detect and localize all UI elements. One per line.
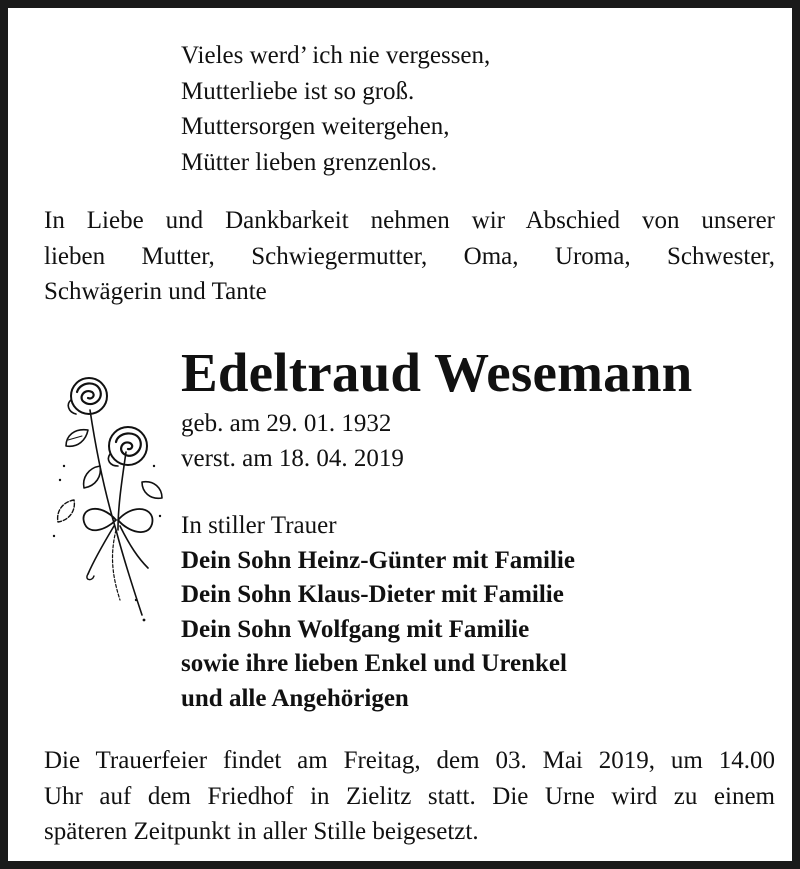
life-dates [181, 406, 681, 476]
death-date: verst. am 18. 04. 2019 [181, 445, 404, 472]
mourner-line: Dein Sohn Wolfgang mit Familie [181, 615, 530, 643]
mourner-line: Dein Sohn Heinz-Günter mit Familie [181, 546, 575, 574]
ceremony-line: Die Trauerfeier findet am Freitag, dem 03. Mai 2019, um 14.00 [44, 747, 775, 774]
poem-line: Muttersorgen weitergehen, [181, 113, 450, 140]
mourners-block [181, 509, 741, 716]
intro-paragraph [44, 203, 775, 310]
poem-line: Mutterliebe ist so groß. [181, 77, 415, 105]
poem-line: Vieles werd’ ich nie vergessen, [181, 42, 491, 69]
ceremony-line: späteren Zeitpunkt in aller Stille beigesetzt. [44, 818, 479, 845]
mourner-line: und alle Angehörigen [181, 684, 409, 712]
intro-line: In Liebe und Dankbarkeit nehmen wir Abschied von unserer [44, 207, 775, 234]
intro-line: lieben Mutter, Schwiegermutter, Oma, Uroma, Schwester, [44, 242, 775, 270]
mourner-line: Dein Sohn Klaus-Dieter mit Familie [181, 581, 564, 608]
roses-icon [44, 370, 168, 626]
poem-line: Mütter lieben grenzenlos. [181, 148, 438, 176]
ceremony-line: Uhr auf dem Friedhof in Zielitz statt. Die Urne wird zu einem [44, 782, 775, 810]
birth-date: geb. am 29. 01. 1932 [181, 410, 392, 437]
poem [181, 38, 741, 180]
intro-line: Schwägerin und Tante [44, 278, 267, 305]
mourner-line: sowie ihre lieben Enkel und Urenkel [181, 650, 567, 677]
mourners-heading: In stiller Trauer [181, 512, 337, 539]
ceremony-paragraph [44, 743, 775, 850]
deceased-name: Edeltraud Wesemann [181, 342, 693, 403]
